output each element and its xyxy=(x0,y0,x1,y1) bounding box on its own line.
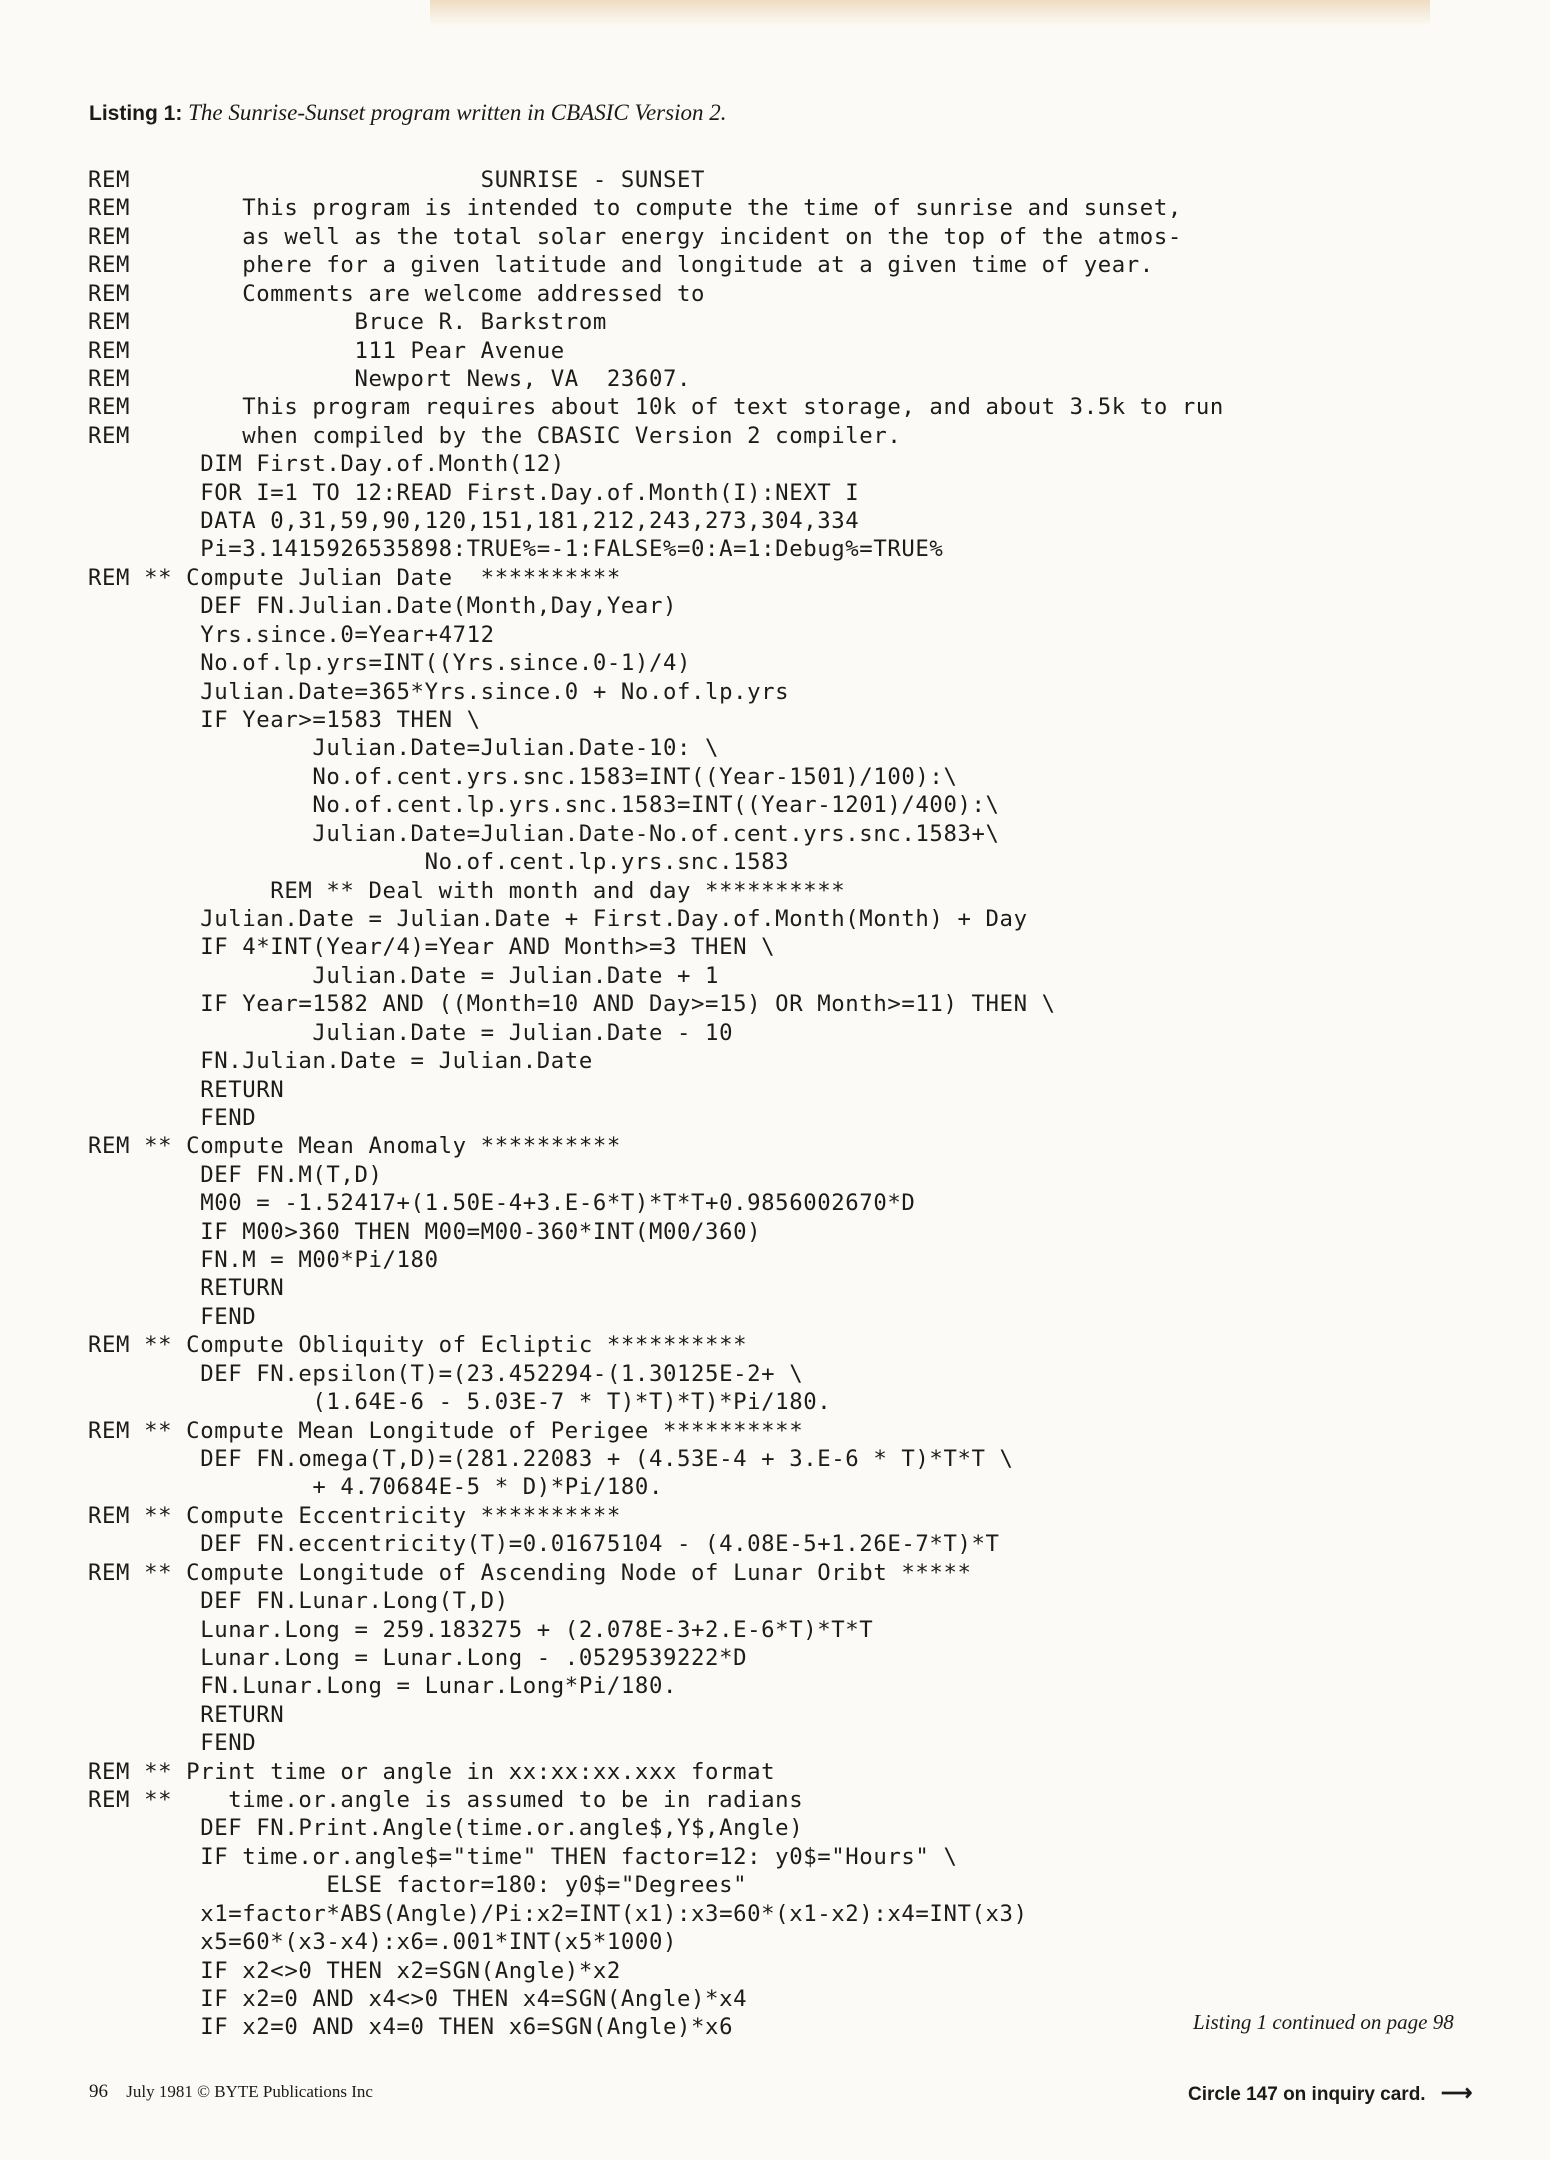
code-line: Julian.Date=Julian.Date-No.of.cent.yrs.snc.1583+\ xyxy=(88,820,1000,847)
code-line: Julian.Date=Julian.Date-10: \ xyxy=(88,735,720,762)
code-line: IF M00>360 THEN M00=M00-360*INT(M00/360) xyxy=(88,1218,762,1245)
code-line: x5=60*(x3-x4):x6=.001*INT(x5*1000) xyxy=(88,1929,678,1956)
code-line: REM Newport News, VA 23607. xyxy=(88,365,692,392)
code-line: REM as well as the total solar energy incident on the top of the atmos- xyxy=(88,223,1182,250)
code-line: M00 = -1.52417+(1.50E-4+3.E-6*T)*T*T+0.9856002670*D xyxy=(88,1190,916,1217)
issue-line: July 1981 © BYTE Publications Inc xyxy=(126,2082,373,2101)
code-line: IF Year=1582 AND ((Month=10 AND Day>=15) OR Month>=11) THEN \ xyxy=(88,991,1056,1018)
code-line: REM This program requires about 10k of text storage, and about 3.5k to run xyxy=(88,394,1224,421)
caption-label: Listing 1: xyxy=(89,102,183,125)
code-line: No.of.lp.yrs=INT((Yrs.since.0-1)/4) xyxy=(88,650,692,677)
code-line: FN.Lunar.Long = Lunar.Long*Pi/180. xyxy=(88,1673,678,1700)
code-line: Yrs.since.0=Year+4712 xyxy=(88,621,495,648)
arrow-right-icon: ⟶ xyxy=(1440,2080,1473,2105)
code-line: RETURN xyxy=(88,1701,285,1728)
code-line: No.of.cent.lp.yrs.snc.1583 xyxy=(88,849,790,876)
code-line: FEND xyxy=(88,1730,257,1757)
inquiry-text: Circle 147 on inquiry card. xyxy=(1188,2084,1426,2105)
code-line: IF 4*INT(Year/4)=Year AND Month>=3 THEN \ xyxy=(88,934,776,961)
code-line: DEF FN.Lunar.Long(T,D) xyxy=(88,1588,509,1615)
code-line: FEND xyxy=(88,1104,257,1131)
page-stain xyxy=(430,0,1430,26)
continued-note: Listing 1 continued on page 98 xyxy=(1193,2010,1454,2034)
code-line: FN.Julian.Date = Julian.Date xyxy=(88,1048,593,1075)
code-line: DEF FN.M(T,D) xyxy=(88,1161,383,1188)
code-listing xyxy=(88,166,1224,2042)
code-line: IF x2<>0 THEN x2=SGN(Angle)*x2 xyxy=(88,1957,621,1984)
code-line: DEF FN.eccentricity(T)=0.01675104 - (4.08E-5+1.26E-7*T)*T xyxy=(88,1531,1000,1558)
code-line: IF x2=0 AND x4<>0 THEN x4=SGN(Angle)*x4 xyxy=(88,1986,748,2012)
caption-title: The Sunrise-Sunset program written in CBASIC Version 2. xyxy=(188,100,727,125)
code-line: RETURN xyxy=(88,1275,285,1302)
code-line: REM Bruce R. Barkstrom xyxy=(88,309,607,336)
code-line: REM ** Print time or angle in xx:xx:xx.xxx format xyxy=(88,1758,776,1785)
code-line: DIM First.Day.of.Month(12) xyxy=(88,451,565,478)
code-line: IF time.or.angle$="time" THEN factor=12: y0$="Hours" \ xyxy=(88,1843,958,1870)
code-line: REM ** Deal with month and day ********** xyxy=(88,877,846,904)
code-line: DEF FN.omega(T,D)=(281.22083 + (4.53E-4 + 3.E-6 * T)*T*T \ xyxy=(88,1445,1014,1472)
code-line: REM ** time.or.angle is assumed to be in radians xyxy=(88,1787,804,1814)
code-line: Pi=3.1415926535898:TRUE%=-1:FALSE%=0:A=1:Debug%=TRUE% xyxy=(88,536,944,563)
code-line: No.of.cent.lp.yrs.snc.1583=INT((Year-1201)/400):\ xyxy=(88,792,1000,819)
code-line: FOR I=1 TO 12:READ First.Day.of.Month(I):NEXT I xyxy=(88,479,860,506)
inquiry-note xyxy=(1188,2080,1472,2106)
code-line: Julian.Date=365*Yrs.since.0 + No.of.lp.yrs xyxy=(88,678,790,705)
code-line: REM ** Compute Mean Longitude of Perigee ********** xyxy=(88,1417,804,1444)
code-line: Lunar.Long = 259.183275 + (2.078E-3+2.E-6*T)*T*T xyxy=(88,1616,874,1643)
code-line: Julian.Date = Julian.Date + First.Day.of.Month(Month) + Day xyxy=(88,905,1028,932)
code-line: Julian.Date = Julian.Date + 1 xyxy=(88,962,720,989)
code-line: REM 111 Pear Avenue xyxy=(88,337,565,364)
code-line: x1=factor*ABS(Angle)/Pi:x2=INT(x1):x3=60*(x1-x2):x4=INT(x3) xyxy=(88,1900,1028,1927)
code-line: REM Comments are welcome addressed to xyxy=(88,280,706,307)
code-line: IF x2=0 AND x4=0 THEN x6=SGN(Angle)*x6 xyxy=(88,2014,734,2041)
code-line: RETURN xyxy=(88,1076,285,1103)
code-line: REM ** Compute Longitude of Ascending Node of Lunar Oribt ***** xyxy=(88,1559,972,1586)
code-line: REM phere for a given latitude and longitude at a given time of year. xyxy=(88,252,1154,279)
code-line: DEF FN.Julian.Date(Month,Day,Year) xyxy=(88,593,678,620)
code-line: REM ** Compute Obliquity of Ecliptic ********** xyxy=(88,1332,748,1359)
code-line: REM This program is intended to compute the time of sunrise and sunset, xyxy=(88,195,1182,222)
code-line: REM ** Compute Julian Date ********** xyxy=(88,564,621,591)
code-line: REM ** Compute Mean Anomaly ********** xyxy=(88,1133,621,1160)
code-line: DEF FN.Print.Angle(time.or.angle$,Y$,Angle) xyxy=(88,1815,804,1842)
code-line: FN.M = M00*Pi/180 xyxy=(88,1247,439,1274)
code-line: DATA 0,31,59,90,120,151,181,212,243,273,304,334 xyxy=(88,508,860,535)
code-line: + 4.70684E-5 * D)*Pi/180. xyxy=(88,1474,663,1501)
code-line: IF Year>=1583 THEN \ xyxy=(88,707,481,734)
code-line: No.of.cent.yrs.snc.1583=INT((Year-1501)/100):\ xyxy=(88,763,958,790)
code-line: Julian.Date = Julian.Date - 10 xyxy=(88,1019,734,1046)
code-line: Lunar.Long = Lunar.Long - .0529539222*D xyxy=(88,1644,748,1671)
code-line: REM when compiled by the CBASIC Version 2 compiler. xyxy=(88,422,902,449)
code-line: (1.64E-6 - 5.03E-7 * T)*T)*T)*Pi/180. xyxy=(88,1389,832,1416)
page-footer xyxy=(89,2081,373,2103)
page-number: 96 xyxy=(89,2081,108,2102)
code-line: DEF FN.epsilon(T)=(23.452294-(1.30125E-2+ \ xyxy=(88,1360,804,1387)
code-line: ELSE factor=180: y0$="Degrees" xyxy=(88,1872,748,1899)
code-line: REM ** Compute Eccentricity ********** xyxy=(88,1502,621,1529)
listing-caption xyxy=(89,100,726,126)
code-line: FEND xyxy=(88,1303,257,1330)
code-line: REM SUNRISE - SUNSET xyxy=(88,167,706,193)
